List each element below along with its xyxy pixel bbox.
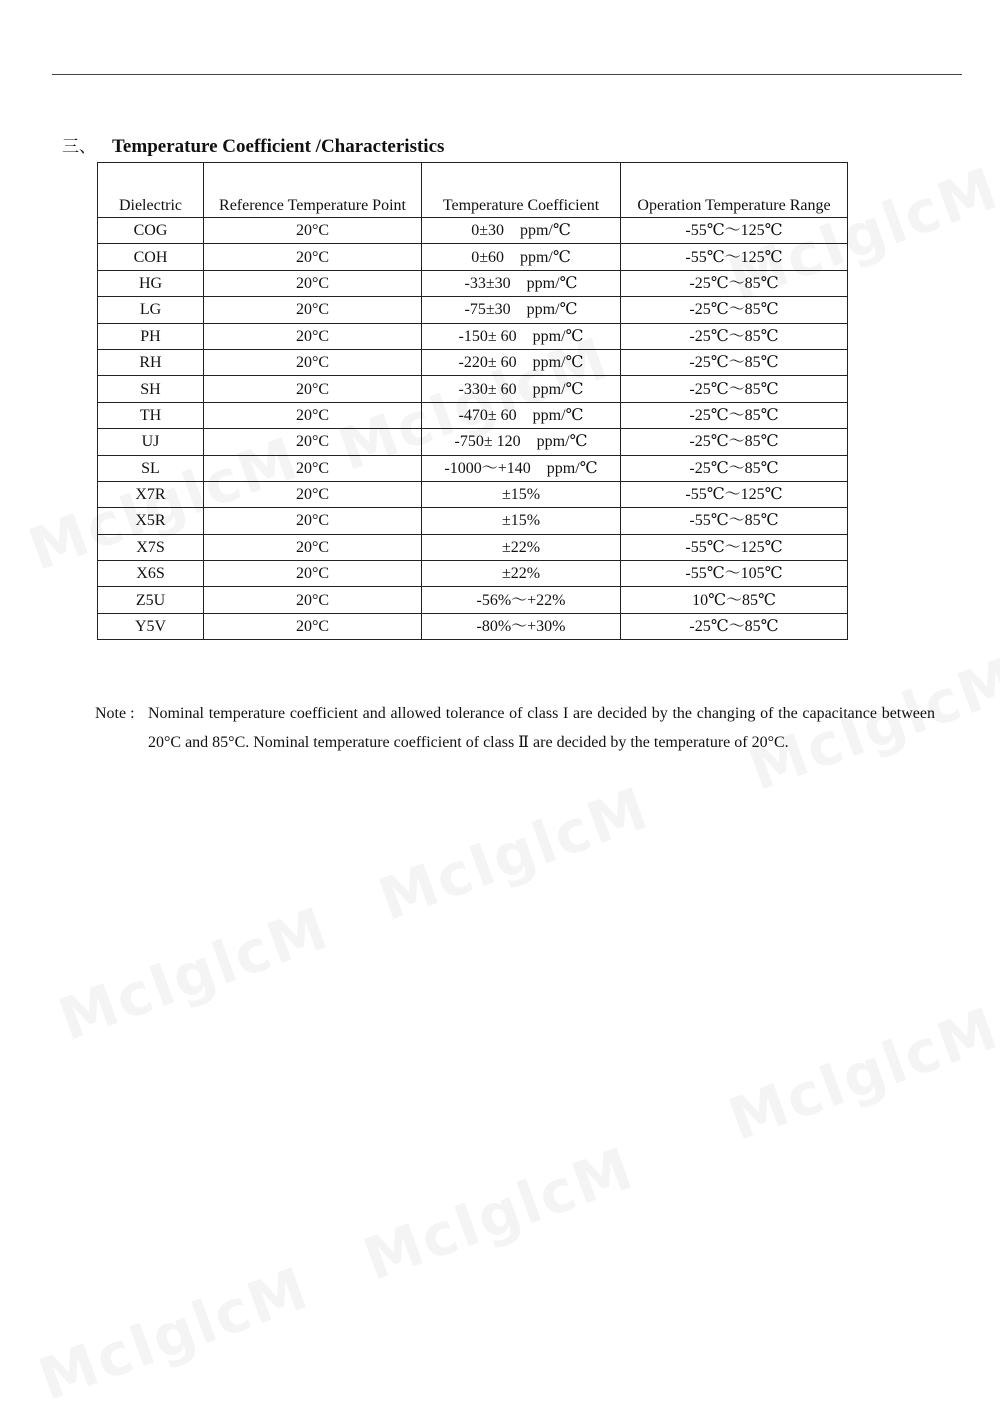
cell-operation-range: -25℃～85℃ xyxy=(621,455,848,481)
table-row xyxy=(98,218,848,244)
note-text: Nominal temperature coefficient and allowed tolerance of class I are decided by the changing of the capacitance between 20°C and 85°C. Nominal temperature coefficient of class Ⅱ are decided by the temperature of 20°C. xyxy=(148,705,935,751)
table-row xyxy=(98,323,848,349)
table-row xyxy=(98,455,848,481)
table-row xyxy=(98,376,848,402)
cell-reference-temperature: 20°C xyxy=(204,481,422,507)
cell-operation-range: -25℃～85℃ xyxy=(621,297,848,323)
cell-dielectric: COH xyxy=(98,244,204,270)
cell-reference-temperature: 20°C xyxy=(204,244,422,270)
section-number: 三、 xyxy=(62,137,96,157)
cell-reference-temperature: 20°C xyxy=(204,429,422,455)
cell-operation-range: -25℃～85℃ xyxy=(621,349,848,375)
cell-reference-temperature: 20°C xyxy=(204,402,422,428)
cell-temperature-coefficient: -330± 60 ppm/℃ xyxy=(422,376,621,402)
header-temperature-coefficient: Temperature Coefficient xyxy=(422,163,621,218)
header-operation-temperature-range: Operation Temperature Range xyxy=(621,163,848,218)
section-title: Temperature Coefficient /Characteristics xyxy=(112,136,445,157)
watermark xyxy=(30,1254,317,1414)
cell-reference-temperature: 20°C xyxy=(204,323,422,349)
watermark xyxy=(355,1134,642,1294)
table-row xyxy=(98,402,848,428)
section-heading xyxy=(62,132,444,158)
cell-operation-range: -55℃～105℃ xyxy=(621,561,848,587)
table-row xyxy=(98,297,848,323)
table-row xyxy=(98,349,848,375)
cell-temperature-coefficient: 0±60 ppm/℃ xyxy=(422,244,621,270)
watermark xyxy=(50,894,337,1054)
cell-operation-range: -25℃～85℃ xyxy=(621,270,848,296)
cell-reference-temperature: 20°C xyxy=(204,455,422,481)
cell-operation-range: -55℃～125℃ xyxy=(621,218,848,244)
table-row xyxy=(98,481,848,507)
cell-operation-range: -55℃～85℃ xyxy=(621,508,848,534)
table-row xyxy=(98,429,848,455)
watermark xyxy=(370,774,657,934)
cell-temperature-coefficient: -1000～+140 ppm/℃ xyxy=(422,455,621,481)
cell-dielectric: UJ xyxy=(98,429,204,455)
cell-operation-range: 10℃～85℃ xyxy=(621,587,848,613)
watermark xyxy=(720,994,1000,1154)
table-row xyxy=(98,508,848,534)
cell-dielectric: RH xyxy=(98,349,204,375)
table-header-row xyxy=(98,163,848,218)
cell-dielectric: X5R xyxy=(98,508,204,534)
cell-dielectric: TH xyxy=(98,402,204,428)
cell-operation-range: -55℃～125℃ xyxy=(621,481,848,507)
cell-reference-temperature: 20°C xyxy=(204,349,422,375)
note-label: Note : xyxy=(95,705,135,722)
cell-temperature-coefficient: -750± 120 ppm/℃ xyxy=(422,429,621,455)
cell-temperature-coefficient: -33±30 ppm/℃ xyxy=(422,270,621,296)
table-row xyxy=(98,534,848,560)
cell-temperature-coefficient: -80%～+30% xyxy=(422,613,621,639)
cell-operation-range: -25℃～85℃ xyxy=(621,402,848,428)
cell-temperature-coefficient: ±15% xyxy=(422,508,621,534)
cell-dielectric: HG xyxy=(98,270,204,296)
cell-temperature-coefficient: -56%～+22% xyxy=(422,587,621,613)
cell-reference-temperature: 20°C xyxy=(204,376,422,402)
cell-temperature-coefficient: -470± 60 ppm/℃ xyxy=(422,402,621,428)
cell-operation-range: -25℃～85℃ xyxy=(621,376,848,402)
cell-reference-temperature: 20°C xyxy=(204,561,422,587)
cell-temperature-coefficient: -75±30 ppm/℃ xyxy=(422,297,621,323)
cell-reference-temperature: 20°C xyxy=(204,534,422,560)
cell-temperature-coefficient: -220± 60 ppm/℃ xyxy=(422,349,621,375)
cell-operation-range: -25℃～85℃ xyxy=(621,613,848,639)
temperature-coefficient-table xyxy=(97,162,848,640)
table-row xyxy=(98,613,848,639)
cell-temperature-coefficient: ±22% xyxy=(422,561,621,587)
cell-reference-temperature: 20°C xyxy=(204,587,422,613)
cell-reference-temperature: 20°C xyxy=(204,613,422,639)
cell-reference-temperature: 20°C xyxy=(204,508,422,534)
cell-reference-temperature: 20°C xyxy=(204,270,422,296)
cell-dielectric: COG xyxy=(98,218,204,244)
top-rule xyxy=(52,74,962,75)
cell-dielectric: PH xyxy=(98,323,204,349)
cell-dielectric: Z5U xyxy=(98,587,204,613)
cell-dielectric: X7S xyxy=(98,534,204,560)
cell-temperature-coefficient: 0±30 ppm/℃ xyxy=(422,218,621,244)
cell-reference-temperature: 20°C xyxy=(204,297,422,323)
header-reference-temperature-point: Reference Temperature Point xyxy=(204,163,422,218)
cell-dielectric: X6S xyxy=(98,561,204,587)
table-row xyxy=(98,244,848,270)
cell-operation-range: -55℃～125℃ xyxy=(621,534,848,560)
cell-dielectric: X7R xyxy=(98,481,204,507)
cell-operation-range: -25℃～85℃ xyxy=(621,323,848,349)
cell-operation-range: -25℃～85℃ xyxy=(621,429,848,455)
table-row xyxy=(98,587,848,613)
cell-dielectric: LG xyxy=(98,297,204,323)
cell-dielectric: SL xyxy=(98,455,204,481)
note xyxy=(95,700,935,757)
table-row xyxy=(98,561,848,587)
cell-temperature-coefficient: ±15% xyxy=(422,481,621,507)
cell-dielectric: Y5V xyxy=(98,613,204,639)
header-dielectric: Dielectric xyxy=(98,163,204,218)
cell-operation-range: -55℃～125℃ xyxy=(621,244,848,270)
table-body xyxy=(98,218,848,640)
cell-dielectric: SH xyxy=(98,376,204,402)
cell-temperature-coefficient: -150± 60 ppm/℃ xyxy=(422,323,621,349)
cell-reference-temperature: 20°C xyxy=(204,218,422,244)
table-row xyxy=(98,270,848,296)
cell-temperature-coefficient: ±22% xyxy=(422,534,621,560)
